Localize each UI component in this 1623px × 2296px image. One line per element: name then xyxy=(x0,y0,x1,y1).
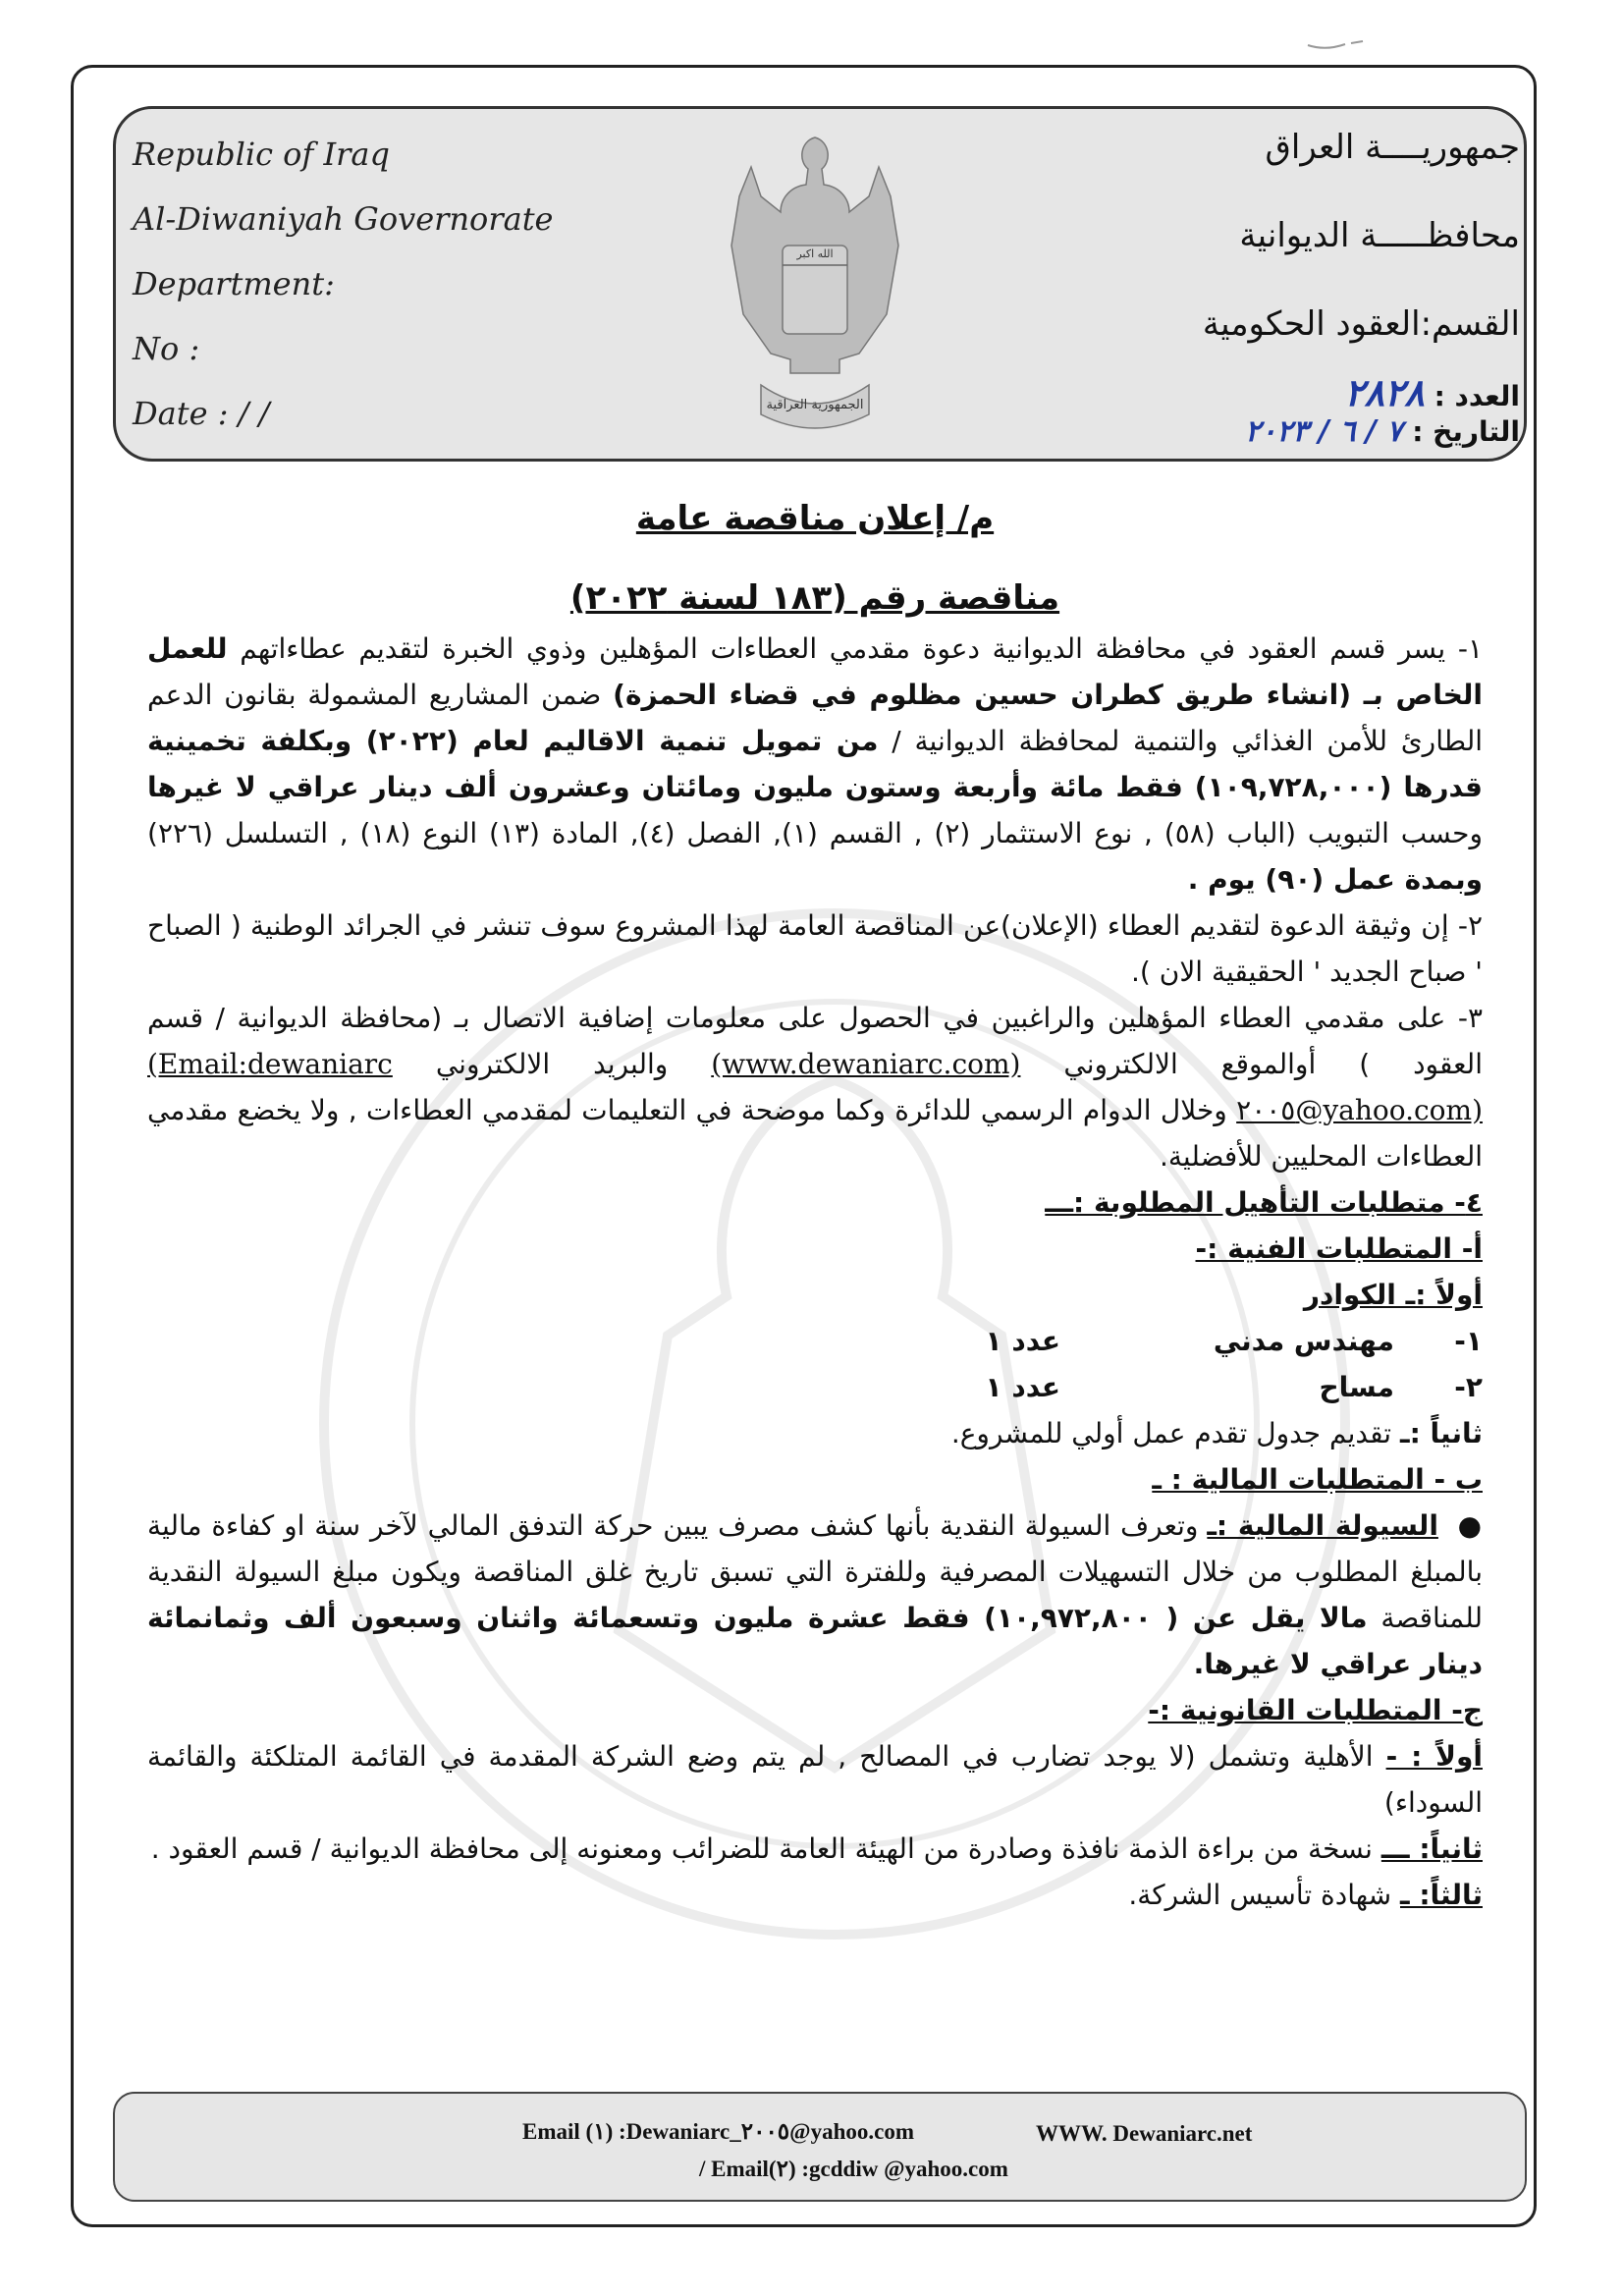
p1-cost: من تمويل تنمية الاقاليم لعام (٢٠٢٢) وبكلفة تخمينية قدرها (١٠٩,٧٢٨,٠٠٠) فقط مائة وأربعة وستون مليون ومائتان وعشرون ألف دينار عراقي لا غيرها xyxy=(147,725,1483,803)
staff-row xyxy=(147,1364,1483,1410)
p3-text-2: والبريد الالكتروني xyxy=(392,1048,712,1080)
header-date-label: التاريخ : xyxy=(1412,415,1520,448)
staff-role: مهندس مدني xyxy=(1213,1325,1394,1357)
legal-item-2-label: ثانياً: ـــ xyxy=(1380,1832,1483,1865)
legal-requirements-heading: ج- المتطلبات القانونية :- xyxy=(1148,1694,1483,1726)
p1-text-2: ضمن المشاريع المشمولة بقانون الدعم الطارئ للأمن الغذائي والتنمية لمحافظة الديوانية / xyxy=(147,679,1484,757)
paragraph-3 xyxy=(147,995,1483,1179)
announcement-title: م/ إعلان مناقصة عامة xyxy=(635,499,995,538)
p3-text-3: وخلال الدوام الرسمي للدائرة وكما موضحة في التعليمات لمقدمي العطاءات , ولا يخضع مقدمي العطاءات المحليين للأفضلية. xyxy=(147,1094,1483,1173)
liquidity-text: وتعرف السيولة النقدية بأنها كشف مصرف يبين حركة التدفق المالي لآخر سنة او كفاءة مالية بالمبلغ المطلوب من خلال التسهيلات المصرفية وللفترة التي تسبق تاريخ غلق المناقصة ويكون مبلغ السيولة النقدية للمناقصة xyxy=(147,1509,1483,1634)
emblem-shield-text: الله اكبر xyxy=(796,247,834,260)
staff-row xyxy=(147,1318,1483,1364)
legal-item-3-label: ثالثاً: ـ xyxy=(1400,1879,1483,1911)
header-number-value: ٢٨٢٨ xyxy=(1344,371,1425,414)
header-republic-en: Republic of Iraq xyxy=(133,136,390,173)
legal-item-2 xyxy=(147,1826,1483,1872)
header-date-value: ٧ / ٦ / ٢٠٢٣ xyxy=(1245,414,1403,449)
footer-website[interactable]: WWW. Dewaniarc.net xyxy=(1036,2121,1253,2146)
footer-email-1[interactable]: Email (١) :Dewaniarc_٢٠٠٥@yahoo.com xyxy=(522,2119,914,2144)
staff-role: مساح xyxy=(1319,1371,1394,1403)
website-link[interactable]: (www.dewaniarc.com) xyxy=(711,1048,1021,1080)
section-4-heading: ٤- متطلبات التأهيل المطلوبة :ـــ xyxy=(1045,1186,1483,1219)
legal-item-1-text: الأهلية وتشمل (لا يوجد تضارب في المصالح , لم يتم وضع الشركة المقدمة في القائمة المتلكئة والقائمة السوداء) xyxy=(147,1740,1483,1819)
liquidity-label: السيولة المالية :ـ xyxy=(1207,1509,1438,1542)
paragraph-1 xyxy=(147,626,1483,902)
legal-item-2-text: نسخة من براءة الذمة نافذة وصادرة من الهيئة العامة للضرائب ومعنونه إلى محافظة الديوانية / قسم العقود . xyxy=(150,1832,1381,1865)
p1-text-1: ١- يسر قسم العقود في محافظة الديوانية دعوة مقدمي العطاءات المؤهلين وذوي الخبرة لتقديم عطاءاتهم xyxy=(227,632,1483,665)
header-republic-ar: جمهوريــــة العراق xyxy=(1265,128,1520,167)
paragraph-2: ٢- إن وثيقة الدعوة لتقديم العطاء (الإعلان)عن المناقصة العامة لهذا المشروع سوف تنشر في الجرائد الوطنية ( الصباح ' صباح الجديد ' الحقيقية الان ). xyxy=(147,909,1483,988)
staff-index: ٢- xyxy=(1454,1371,1483,1403)
header-governorate-ar: محافظـــــة الديوانية xyxy=(1239,216,1520,255)
emblem-banner-text: الجمهورية العراقية xyxy=(766,398,864,412)
header-number xyxy=(1344,371,1520,414)
header-governorate-en: Al-Diwaniyah Governorate xyxy=(133,200,554,238)
liquidity-item xyxy=(147,1503,1483,1687)
work-schedule-text: تقديم جدول تقدم عمل أولي للمشروع. xyxy=(950,1417,1400,1449)
legal-item-3 xyxy=(147,1872,1483,1918)
header-date-en: Date : / / xyxy=(133,395,270,432)
staff-heading: أولاً :ـ الكوادر xyxy=(1303,1279,1483,1311)
staff-count: عدد ١ xyxy=(985,1371,1060,1403)
work-schedule-label: ثانياً :ـ xyxy=(1400,1417,1483,1449)
p3-text-1: ٣- على مقدمي العطاء المؤهلين والراغبين في الحصول على معلومات إضافية الاتصال بـ (محافظة الديوانية / قسم العقود ) أوالموقع الالكتروني xyxy=(147,1002,1483,1080)
iraq-eagle-emblem-icon xyxy=(722,128,908,442)
staff-index: ١- xyxy=(1454,1325,1483,1357)
header-no-en: No : xyxy=(133,330,200,367)
tender-number: مناقصة رقم (١٨٣ لسنة ٢٠٢٢) xyxy=(569,578,1060,618)
work-schedule-item xyxy=(147,1410,1483,1456)
liquidity-amount: مالا يقل عن ( ١٠,٩٧٢,٨٠٠) فقط عشرة مليون وتسعمائة واثنان وسبعون ألف وثمانمائة دينار عراقي لا غيرها. xyxy=(147,1602,1483,1680)
header-department-ar: القسم:العقود الحكومية xyxy=(1202,304,1520,344)
p1-duration: وبمدة عمل (٩٠) يوم . xyxy=(1187,863,1483,896)
staff-count: عدد ١ xyxy=(985,1325,1060,1357)
p1-project-name: للعمل الخاص بـ (انشاء طريق كطران حسين مظلوم في قضاء الحمزة) xyxy=(147,632,1483,711)
legal-item-1-label: أولاً : - xyxy=(1385,1740,1483,1773)
p1-classification: وحسب التبويب (الباب (٥٨) , نوع الاستثمار (٢) , القسم (١), الفصل (٤), المادة (١٣) النوع (١٨) , التسلسل (٢٢٦) xyxy=(147,817,1483,849)
header-number-label: العدد : xyxy=(1434,380,1520,412)
announcement-body xyxy=(147,496,1483,1918)
legal-item-3-text: شهادة تأسيس الشركة. xyxy=(1128,1879,1400,1911)
email-link[interactable]: (Email:dewaniarc ٢٠٠٥@yahoo.com) xyxy=(147,1048,1483,1126)
financial-requirements-heading: ب - المتطلبات المالية : ـ xyxy=(1152,1463,1483,1496)
footer xyxy=(113,2092,1527,2202)
scan-mark xyxy=(1306,39,1365,53)
footer-email-2[interactable]: / Email(٢) :gcddiw @yahoo.com xyxy=(699,2157,1008,2181)
header-department-en: Department: xyxy=(133,265,335,302)
technical-requirements-heading: أ- المتطلبات الفنية :- xyxy=(1195,1232,1483,1265)
bullet-icon: ● xyxy=(1437,1509,1483,1542)
legal-item-1 xyxy=(147,1733,1483,1826)
header-date xyxy=(1245,414,1520,449)
